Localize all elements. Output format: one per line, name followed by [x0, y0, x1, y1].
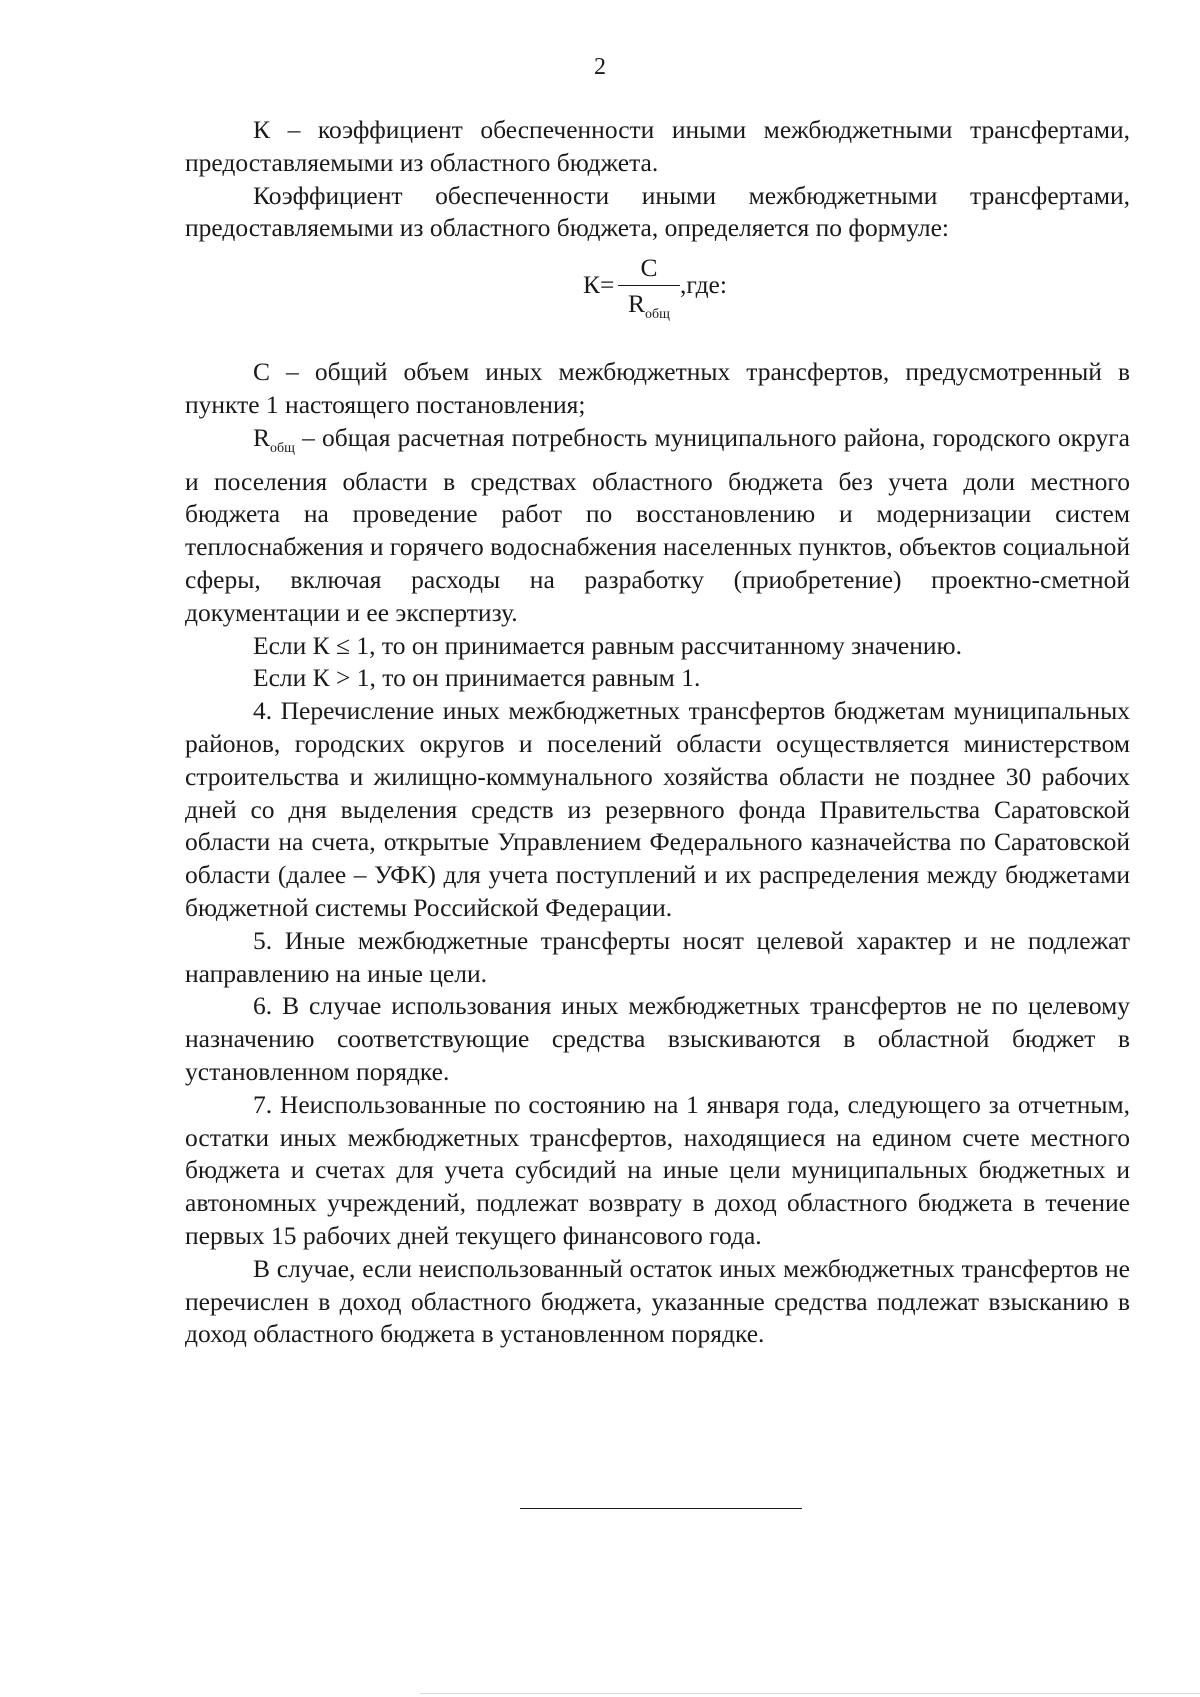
document-body: [185, 114, 1130, 1351]
formula-denominator-symbol: R: [628, 289, 646, 319]
paragraph-item-7: 7. Неиспользованные по состоянию на 1 января года, следующего за отчетным, остатки иных межбюджетных трансфертов, находящиеся на едином счете местного бюджета и счетах для учета субсидий на иные цели муниципальных бюджетных и автономных учреждений, подлежат возврату в доход областного бюджета в течение первых 15 рабочих дней текущего финансового года.: [185, 1089, 1130, 1250]
formula-tail: ,где:: [680, 270, 727, 300]
paragraph-r-definition: [185, 422, 1130, 630]
formula-fraction: [618, 253, 680, 330]
paragraph-unused-remainder: В случае, если неиспользованный остаток иных межбюджетных трансфертов не перечислен в доход областного бюджета, указанные средства подлежат взысканию в доход областного бюджета в установленном порядке.: [185, 1253, 1130, 1349]
fraction-bar: [618, 285, 680, 286]
paragraph-item-6: 6. В случае использования иных межбюджетных трансфертов не по целевому назначению соответствующие средства взыскиваются в областной бюджет в установленном порядке.: [185, 991, 1130, 1087]
r-symbol: R: [253, 422, 271, 452]
scan-edge-line: [420, 1693, 1200, 1694]
formula-lhs: К=: [583, 270, 615, 300]
paragraph-item-4: 4. Перечисление иных межбюджетных трансфертов бюджетам муниципальных районов, городских округов и поселений области осуществляется министерством строительства и жилищно-коммунального хозяйства области не позднее 30 рабочих дней со дня выделения средств из резервного фонда Правительства Саратовской области на счета, открытые Управлением Федерального казначейства по Саратовской области (далее – УФК) для учета поступлений и их распределения между бюджетами бюджетной системы Российской Федерации.: [185, 696, 1130, 923]
paragraph-item-5: 5. Иные межбюджетные трансферты носят целевой характер и не подлежат направлению на иные цели.: [185, 925, 1130, 988]
paragraph-k-gt-1: Если К > 1, то он принимается равным 1.: [253, 663, 701, 693]
end-of-document-rule: [520, 1508, 802, 1509]
r-symbol-subscript: общ: [270, 440, 295, 456]
page-number: 2: [594, 54, 606, 80]
paragraph-c-definition: С – общий объем иных межбюджетных трансфертов, предусмотренный в пункте 1 настоящего постановления;: [185, 357, 1130, 419]
paragraph-k-le-1: Если К ≤ 1, то он принимается равным рассчитанному значению.: [253, 630, 962, 660]
formula-numerator: С: [640, 253, 658, 283]
formula-denominator: [618, 289, 680, 330]
paragraph-k-definition: К – коэффициент обеспеченности иными межбюджетными трансфертами, предоставляемыми из областного бюджета.: [185, 115, 1130, 177]
formula: [185, 245, 1130, 356]
r-definition-text: – общая расчетная потребность муниципального района, городского округа и поселения области в средствах областного бюджета без учета доли местного бюджета на проведение работ по восстановлению и модернизации систем теплоснабжения и горячего водоснабжения населенных пунктов, объектов социальной сферы, включая расходы на разработку (приобретение) проектно-сметной документации и ее экспертизу.: [185, 422, 1130, 627]
formula-denominator-subscript: общ: [645, 307, 670, 323]
paragraph-formula-intro: Коэффициент обеспеченности иными межбюджетными трансфертами, предоставляемыми из областного бюджета, определяется по формуле:: [185, 180, 1130, 243]
